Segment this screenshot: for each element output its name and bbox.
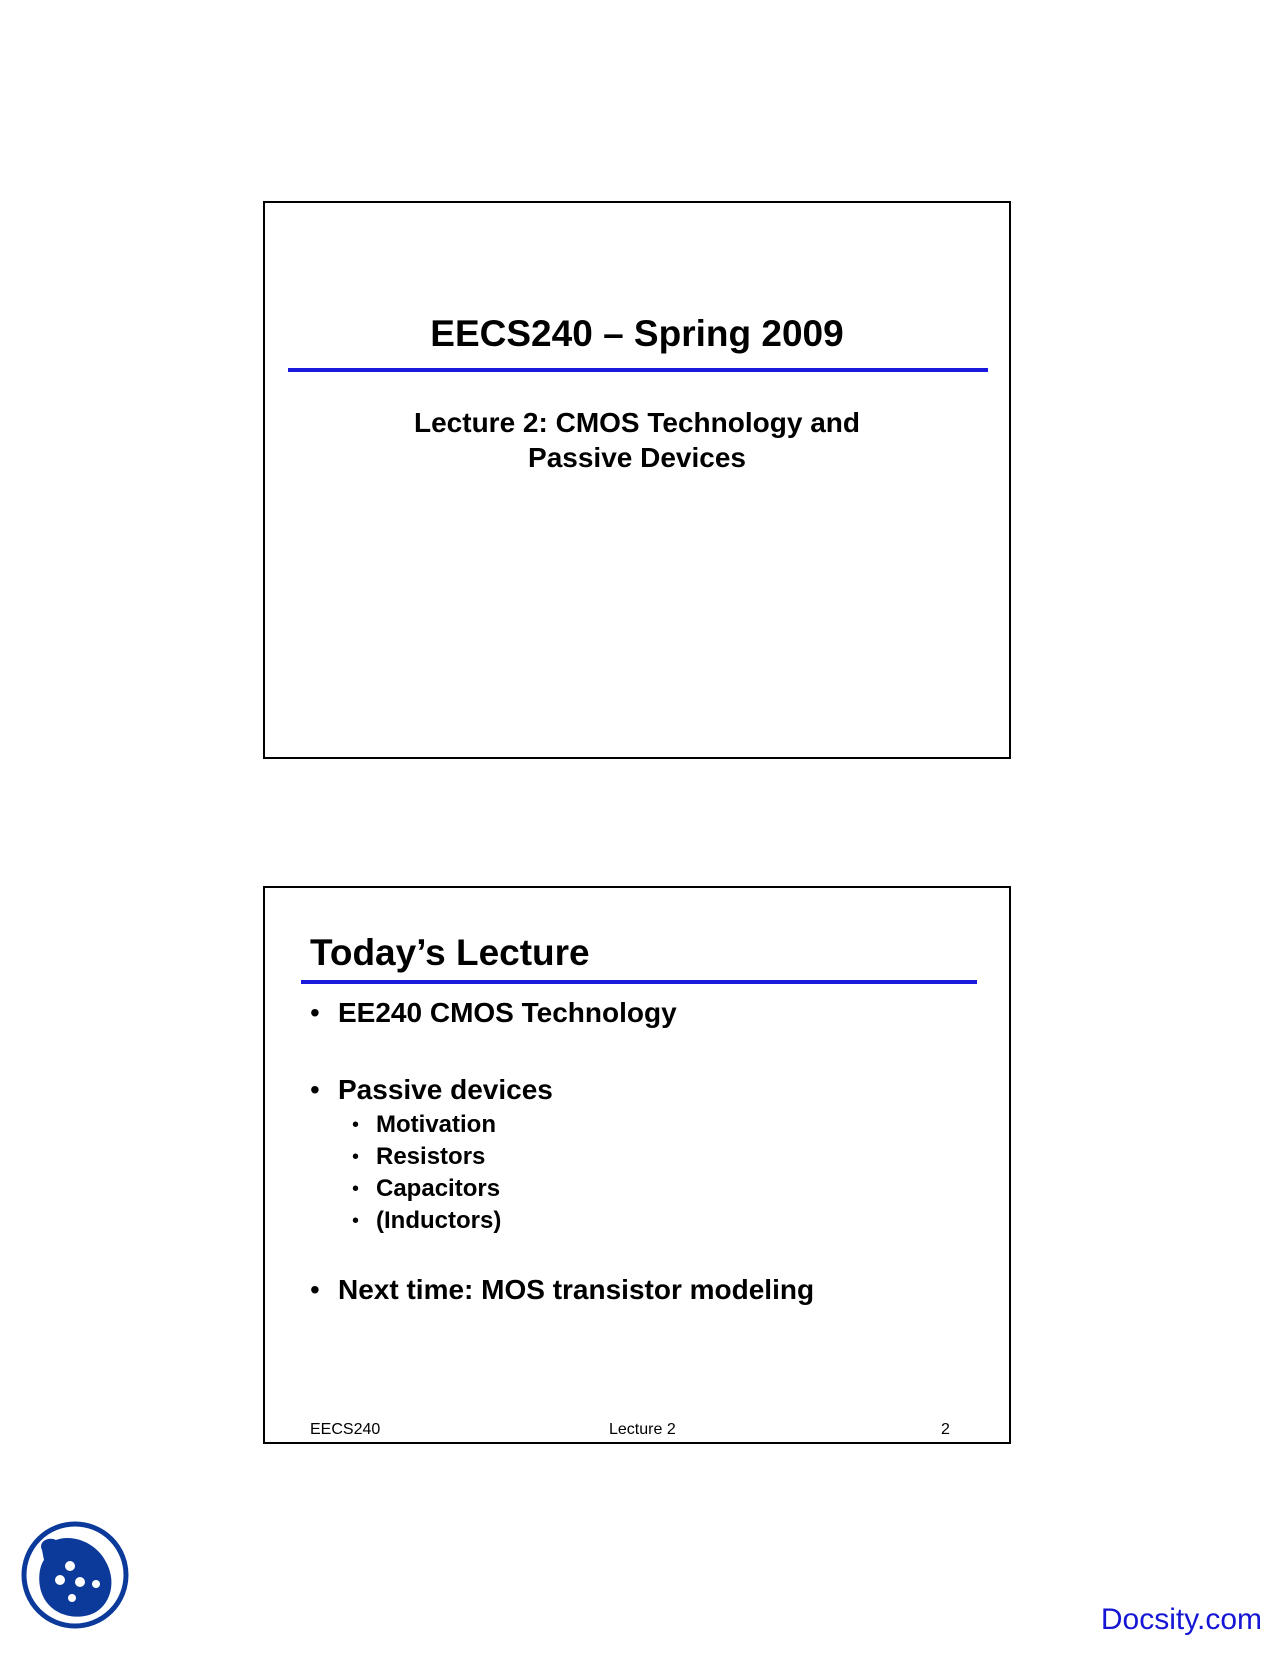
list-item (310, 1073, 814, 1237)
slide-1 (263, 201, 1011, 759)
list-item (352, 1173, 814, 1205)
title-underline (301, 980, 977, 984)
footer-lecture: Lecture 2 (609, 1421, 676, 1438)
bullet-icon: • (352, 1178, 360, 1200)
sub-bullet-label: (Inductors) (376, 1207, 502, 1234)
docsity-watermark[interactable]: Docsity.com (1100, 1603, 1262, 1636)
slide-1-subtitle (265, 405, 1009, 475)
slide-1-title: EECS240 – Spring 2009 (430, 313, 844, 354)
bullet-icon: • (310, 1074, 320, 1105)
sub-bullet-list (338, 1109, 814, 1237)
docsity-logo-icon (20, 1520, 130, 1630)
bullet-icon: • (352, 1114, 360, 1136)
bullet-icon: • (310, 997, 320, 1028)
sub-bullet-label: Capacitors (376, 1175, 501, 1202)
footer-course: EECS240 (310, 1421, 381, 1438)
bullet-icon: • (352, 1146, 360, 1168)
bullet-icon: • (352, 1210, 360, 1232)
sub-bullet-label: Motivation (376, 1111, 496, 1138)
list-item (310, 1273, 814, 1307)
list-item (352, 1205, 814, 1237)
title-underline (288, 368, 988, 372)
bullet-list (310, 996, 814, 1307)
subtitle-line-1: Lecture 2: CMOS Technology and (414, 407, 860, 438)
slide-2 (263, 886, 1011, 1444)
bullet-icon: • (310, 1274, 320, 1305)
list-item (352, 1109, 814, 1141)
bullet-label: EE240 CMOS Technology (338, 997, 677, 1028)
bullet-label: Passive devices (338, 1074, 553, 1105)
subtitle-line-2: Passive Devices (528, 442, 746, 473)
slide-2-title: Today’s Lecture (310, 932, 590, 973)
list-item (352, 1141, 814, 1173)
bullet-label: Next time: MOS transistor modeling (338, 1274, 815, 1305)
sub-bullet-label: Resistors (376, 1143, 486, 1170)
list-item (310, 996, 814, 1030)
footer-page-number: 2 (941, 1421, 950, 1438)
